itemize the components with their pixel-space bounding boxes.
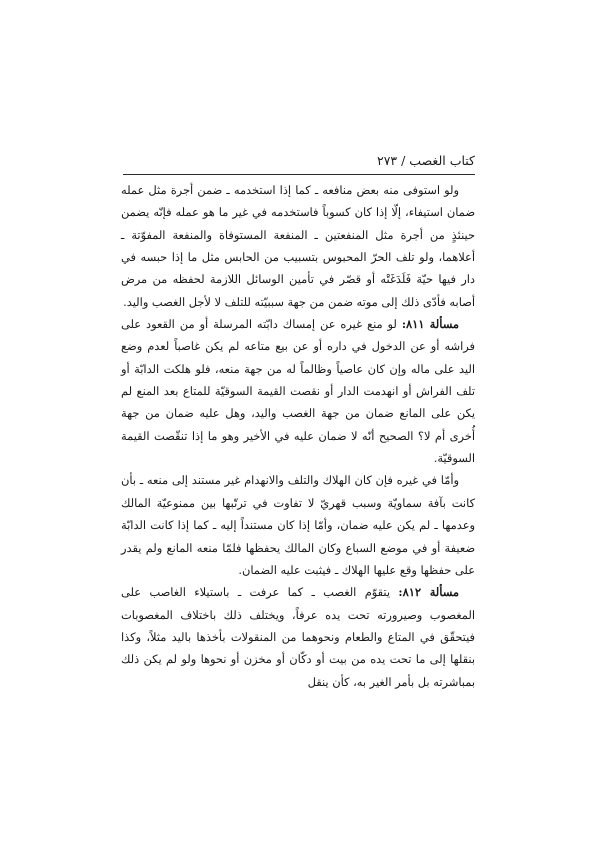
paragraph-text: ولو استوفى منه بعض منافعه ـ كما إذا استخدمه ـ ضمن أجرة مثل عمله ضمان استيفاء، إلّا إذا كان كسوباً فاستخدمه في غير ما هو عمله فإنّه يضمن حينئذٍ من أجرة مثل المنفعتين ـ المنفعة المستوفاة والمنفعة المفوّتة ـ أعلاهما، ولو تلف الحرّ المحبوس بتسبيب من الحابس مثل ما إذا حبسه في دار فيها حيّة فَلَدَغَتْه أو قصّر في تأمين الوسائل اللازمة لحفظه من مرض أصابه فأدّى ذلك إلى موته ضمن من جهة سببيّته للتلف لا لأجل الغصب واليد. <box>121 183 475 309</box>
running-title: كتاب الغصب / ٢٧٣ <box>376 153 475 168</box>
paragraph <box>121 313 475 469</box>
paragraph <box>121 581 475 693</box>
header-rule <box>123 174 475 175</box>
paragraph-text: لو منع غيره عن إمساك دابّته المرسلة أو من القعود على فراشه أو عن الدخول في داره أو عن بيع متاعه لم يكن غاصباً لعدم وضع اليد على ماله وإن كان عاصياً وظالماً له من جهة منعه، فلو هلكت الدابّة أو تلف الفراش أو انهدمت الدار أو نقصت القيمة السوقيّة للمتاع بعد المنع لم يكن على المانع ضمان من جهة الغصب واليد، وهل عليه ضمان من جهة أُخرى أم لا؟ الصحيح أنّه لا ضمان عليه في الأخير وهو ما إذا تنقّصت القيمة السوقيّة. <box>121 317 475 466</box>
paragraph <box>121 179 475 313</box>
paragraph-text: يتقوّم الغصب ـ كما عرفت ـ باستيلاء الغاصب على المغصوب وصيرورته تحت يده عرفاً، ويختلف ذلك باختلاف المغصوبات فيتحقّق في المتاع والطعام ونحوهما من المنقولات بأخذها باليد مثلاً، وكذا بنقلها إلى ما تحت يده من بيت أو دكّان أو مخزن أو نحوها ولو لم يكن ذلك بمباشرته بل بأمر الغير به، كأن ينقل <box>121 585 475 689</box>
running-header <box>123 150 475 172</box>
masala-label: مسألة ٨١٢: <box>398 585 460 600</box>
paragraph <box>121 469 475 581</box>
body-text <box>121 179 475 693</box>
masala-label: مسألة ٨١١: <box>401 317 459 332</box>
paragraph-text: وأمّا في غيره فإن كان الهلاك والتلف والانهدام غير مستند إلى منعه ـ بأن كانت بآفة سماويّة وسبب قهريّ لا تفاوت في ترتّبها بين ممنوعيّة المالك وعدمها ـ لم يكن عليه ضمان، وأمّا إذا كان مستنداً إليه ـ كما إذا كانت الدابّة ضعيفة أو في موضع السباع وكان المالك يحفظها فلمّا منعه المانع ولم يقدر على حفظها وقع عليها الهلاك ـ فيثبت عليه الضمان. <box>121 473 475 577</box>
